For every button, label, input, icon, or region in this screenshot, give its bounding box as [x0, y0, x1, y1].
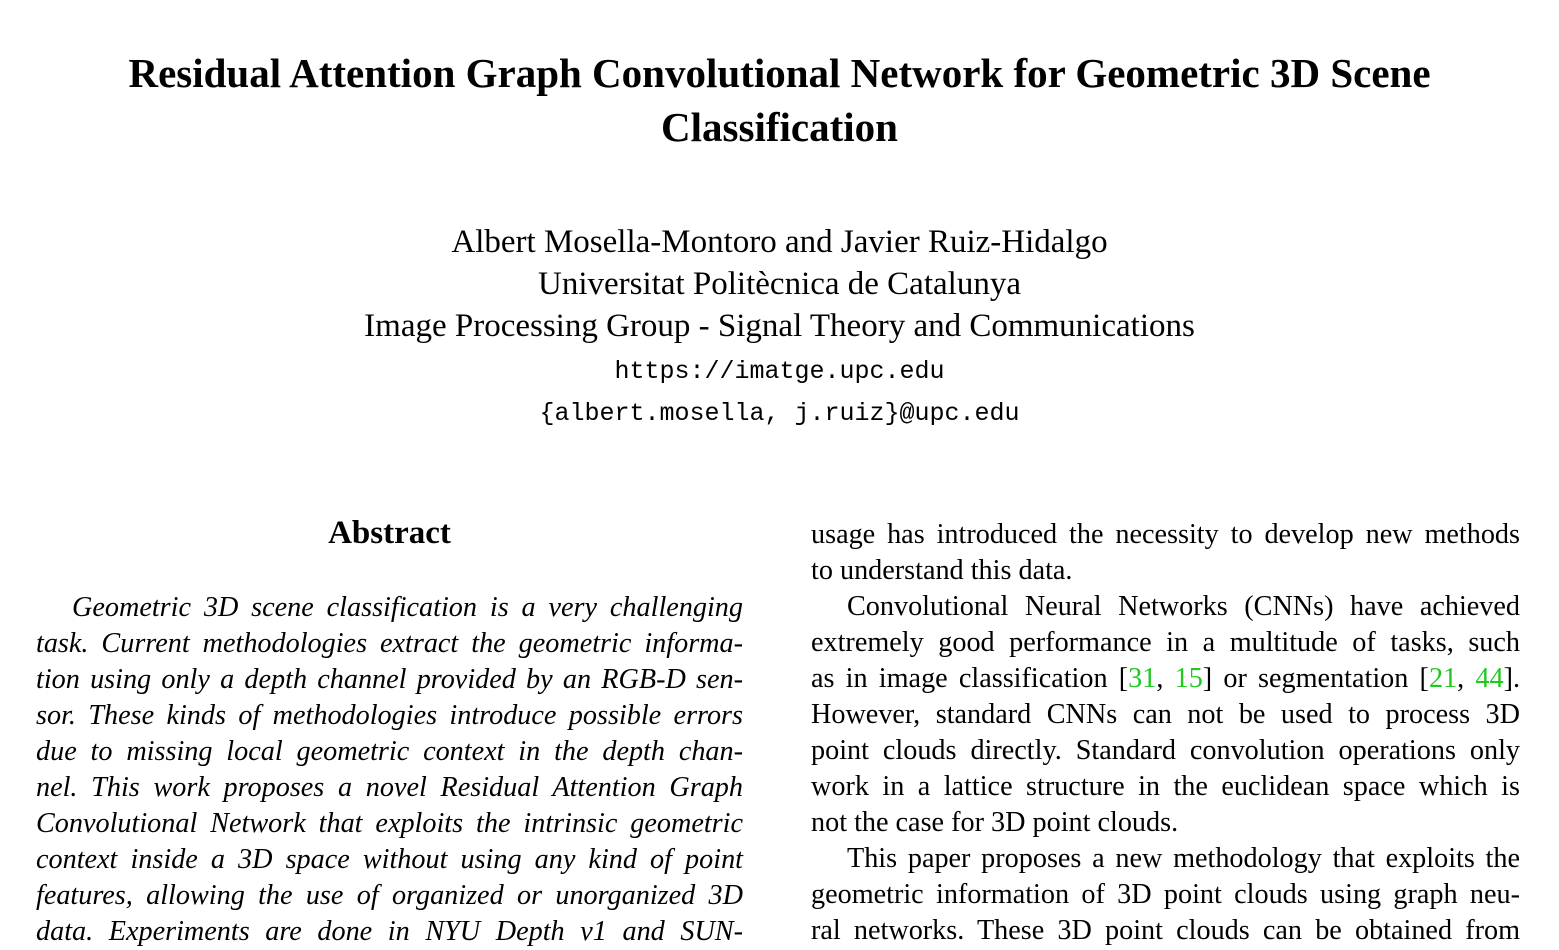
intro-body — [811, 517, 1520, 949]
intro-line-with-citations — [811, 661, 1520, 697]
abstract-line: tion using only a depth channel provided by an RGB-D sen- — [36, 664, 743, 695]
citation-link[interactable]: 15 — [1174, 663, 1203, 694]
author-block — [0, 221, 1559, 347]
abstract-line: data. Experiments are done in NYU Depth v1 and SUN- — [36, 916, 743, 947]
text-segment: ] or segmentation [ — [1202, 663, 1429, 694]
citation-link[interactable]: 21 — [1428, 663, 1458, 694]
intro-line: to understand this data. — [811, 555, 1073, 586]
paper-title — [40, 46, 1519, 154]
title-line-1: Residual Attention Graph Convolutional Network for Geometric 3D Scene — [128, 50, 1431, 96]
text-segment: as in image classification [ — [811, 663, 1129, 694]
affiliation: Universitat Politècnica de Catalunya — [538, 266, 1021, 302]
abstract-line: due to missing local geometric context in the depth chan- — [36, 736, 743, 767]
abstract-line: nel. This work proposes a novel Residual Attention Graph — [36, 772, 743, 803]
text-segment: , — [1457, 663, 1476, 694]
intro-line: usage has introduced the necessity to develop new methods — [811, 519, 1520, 550]
abstract-line: Convolutional Network that exploits the intrinsic geometric — [36, 808, 743, 839]
abstract-line: task. Current methodologies extract the geometric informa- — [36, 628, 743, 659]
abstract-line: sor. These kinds of methodologies introduce possible errors — [36, 700, 743, 731]
author-names: Albert Mosella-Montoro and Javier Ruiz-Hidalgo — [451, 224, 1108, 260]
abstract-line: features, allowing the use of organized or unorganized 3D — [36, 880, 743, 911]
intro-line: This paper proposes a new methodology that exploits the — [847, 843, 1520, 874]
intro-line: However, standard CNNs can not be used to process 3D — [811, 699, 1520, 730]
department: Image Processing Group - Signal Theory and Communications — [364, 308, 1195, 344]
intro-line: work in a lattice structure in the euclidean space which is — [811, 771, 1520, 802]
group-url[interactable]: https://imatge.upc.edu — [614, 357, 945, 386]
title-line-2: Classification — [661, 104, 898, 150]
abstract-heading: Abstract — [328, 515, 451, 551]
citation-link[interactable]: 44 — [1475, 663, 1504, 694]
intro-line: ral networks. These 3D point clouds can be obtained from — [811, 915, 1520, 946]
text-segment: ]. — [1503, 663, 1520, 694]
abstract-body — [36, 590, 743, 950]
abstract-line: context inside a 3D space without using any kind of point — [36, 844, 743, 875]
abstract-line: Geometric 3D scene classification is a very challenging — [72, 592, 743, 623]
intro-line: not the case for 3D point clouds. — [811, 807, 1179, 838]
intro-line: geometric information of 3D point clouds using graph neu- — [811, 879, 1520, 910]
text-segment: , — [1156, 663, 1175, 694]
author-emails[interactable]: {albert.mosella, j.ruiz}@upc.edu — [539, 399, 1020, 428]
intro-line: extremely good performance in a multitude of tasks, such — [811, 627, 1520, 658]
citation-link[interactable]: 31 — [1128, 663, 1157, 694]
intro-line: Convolutional Neural Networks (CNNs) have achieved — [847, 591, 1520, 622]
intro-line: point clouds directly. Standard convolution operations only — [811, 735, 1520, 766]
